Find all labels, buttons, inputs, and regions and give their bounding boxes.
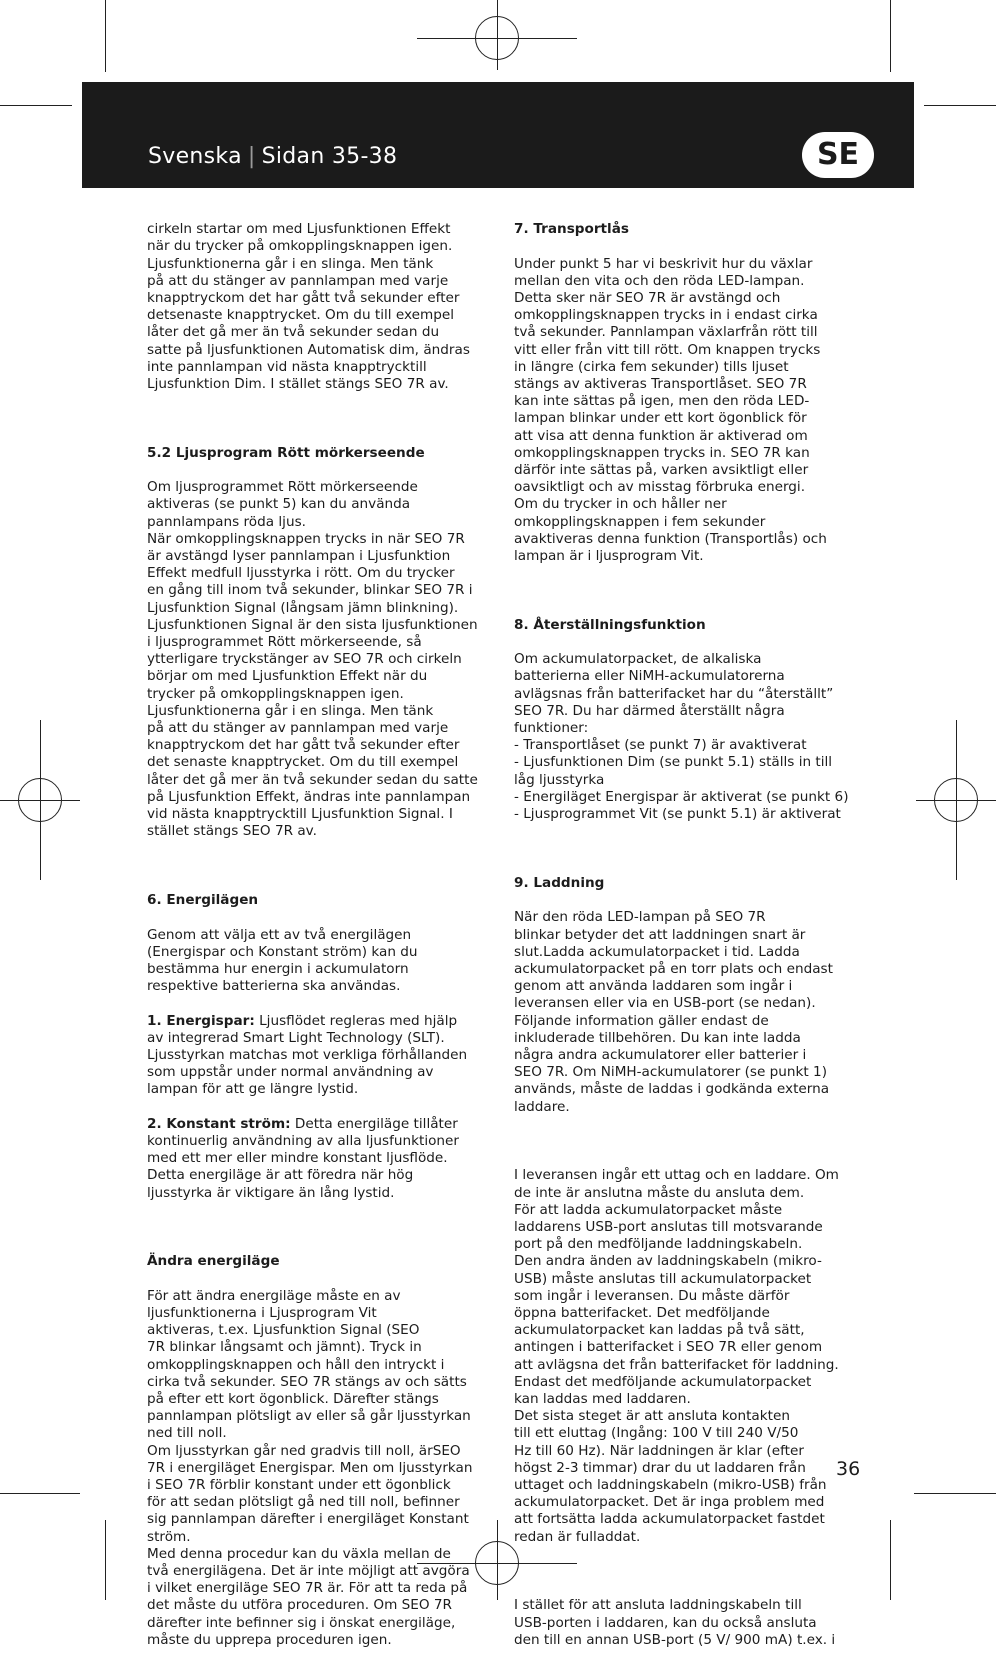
heading-9: 9. Laddning: [514, 874, 605, 891]
left-paragraph-1: cirkeln startar om med Ljusfunktionen Effekt när du trycker på omkopplingsknappen igen. Ljusfunktionerna går i en slinga. Men tänk på att du stänger av pannlampan med varje knapptryckom det har gått två sekunder efter detsenaste knapptrycket. Om du till exempel låter det gå mer än två sekunder sedan du satte på ljusfunktionen Automatisk dim, ändras inte pannlampan vid nästa knapptrycktill Ljusfunktion Dim. I stället stängs SEO 7R av.: [147, 221, 470, 393]
energy-mode-item-1: [147, 1013, 501, 1099]
right-paragraph-4: I leveransen ingår ett uttag och en laddare. Om de inte är anslutna måste du ansluta dem. För att ladda ackumulatorpacket måste laddarens USB-port anslutas till motsvarande port på den medföljande laddningskabeln. Den andra änden av laddningskabeln (mikro- USB) måste anslutas till ackumulatorpacket som ingår i leveransen. Du måste därför öppna batterifacket. Det medföljande ackumulatorpacket kan laddas på två sätt, antingen i batterifacket i SEO 7R eller genom att avlägsna det från batterifacket för laddning. Endast det medföljande ackumulatorpacket kan laddas med laddaren. Det sista steget är att ansluta kontakten till ett eluttag (Ingång: 100 V till 240 V/50 Hz till 60 Hz). När laddningen är klar (efter högst 2-3 timmar) drar du ut laddaren från uttaget och laddningskabeln (mikro-USB) från ackumulatorpacket. Det är inga problem med att fortsätta ladda ackumulatorpacket fastdet redan är fulladdat.: [514, 1167, 839, 1545]
energy-mode-2-text: Detta energiläge tillåter kontinuerlig användning av alla ljusfunktioner med ett mer eller mindre konstant ljusflöde. Detta energiläge är att föredra när hög ljusstyrka är viktigare än lång lystid.: [147, 1115, 459, 1201]
page-number: 36: [836, 1458, 861, 1480]
crop-mark-bottom-right-h: [914, 1493, 996, 1494]
left-paragraph-3: Genom att välja ett av två energilägen (Energispar och Konstant ström) kan du bestämma hur energin i ackumulatorn respektive batterierna ska användas.: [147, 926, 418, 995]
crop-mark-bottom-right: [890, 1520, 891, 1600]
left-paragraph-2: Om ljusprogrammet Rött mörkerseende aktiveras (se punkt 5) kan du använda pannlampans röda ljus. När omkopplingsknappen trycks in när SEO 7R är avstängd lyser pannlampan i Ljusfunktion Effekt medfull ljusstyrka i rött. Om du trycker en gång till inom två sekunder, blinkar SEO 7R i Ljusfunktion Signal (långsam jämn blinkning). Ljusfunktionen Signal är den sista ljusfunktionen i ljusprogrammet Rött mörkerseende, så ytterligare tryckstänger av SEO 7R och cirkeln börjar om med Ljusfunktion Effekt när du trycker på omkopplingsknappen igen. Ljusfunktionerna går i en slinga. Men tänk på att du stänger av pannlampan med varje knapptryckom det har gått två sekunder efter det senaste knapptrycket. Om du till exempel låter det gå mer än två sekunder sedan du satte på Ljusfunktion Effekt, ändras inte pannlampan vid nästa knapptrycktill Ljusfunktion Signal. I stället stängs SEO 7R av.: [147, 479, 478, 840]
heading-7: 7. Transportlås: [514, 221, 629, 238]
energy-mode-1-text: Ljusflödet regleras med hjälp av integrerad Smart Light Technology (SLT). Ljusstyrkan matchas mot verkliga förhållanden som uppstår under normal användning av lampan för att ge längre lystid.: [147, 1012, 468, 1098]
right-column: [514, 204, 868, 1666]
right-paragraph-3: När den röda LED-lampan på SEO 7R blinkar betyder det att laddningen snart är slut.Ladda ackumulatorpacket i tid. Ladda ackumulatorpacket på en torr plats och endast genom att använda laddaren som ingår i leveransen eller via en USB-port (se nedan). Följande information gäller endast de inkluderade tillbehören. Du kan inte ladda några andra ackumulatorer eller batterier i SEO 7R. Om NiMH-ackumulatorer (se punkt 1) används, måste de laddas i godkända externa laddare.: [514, 909, 833, 1115]
crop-mark-bottom-left-h: [0, 1493, 80, 1494]
heading-5-2: 5.2 Ljusprogram Rött mörkerseende: [147, 444, 425, 461]
header-separator: |: [247, 144, 256, 169]
header-language: Svenska: [148, 144, 242, 169]
energy-mode-item-2: [147, 1116, 501, 1202]
header-bar: [82, 82, 914, 188]
heading-8: 8. Återställningsfunktion: [514, 616, 706, 633]
header-title: [148, 144, 397, 169]
crop-mark-bottom-left: [105, 1520, 106, 1600]
left-column: [147, 204, 501, 1666]
energy-mode-1-label: 1. Energispar:: [147, 1012, 255, 1029]
heading-andra-energilage: Ändra energiläge: [147, 1253, 280, 1270]
header-pages: Sidan 35-38: [261, 144, 398, 169]
language-badge: SE: [802, 132, 874, 178]
crop-mark-top-left: [105, 0, 106, 72]
right-paragraph-2: Om ackumulatorpacket, de alkaliska batterierna eller NiMH-ackumulatorerna avlägsnas från batterifacket har du “återställt” SEO 7R. Du har därmed återställt några funktioner: - Transportlåset (se punkt 7) är avaktiverat - Ljusfunktionen Dim (se punkt 5.1) ställs in till låg ljusstyrka - Energiläget Energispar är aktiverat (se punkt 6) - Ljusprogrammet Vit (se punkt 5.1) är aktiverat: [514, 651, 849, 823]
right-paragraph-5: I stället för att ansluta laddningskabeln till USB-porten i laddaren, kan du också ansluta den till en annan USB-port (5 V/ 900 mA) t.ex. i: [514, 1597, 836, 1648]
energy-mode-2-label: 2. Konstant ström:: [147, 1115, 291, 1132]
crop-mark-top-right-h: [924, 105, 996, 106]
crop-mark-top-right: [890, 0, 891, 72]
left-paragraph-4: För att ändra energiläge måste en av ljusfunktionerna i Ljusprogram Vit aktiveras, t.ex. Ljusfunktion Signal (SEO 7R blinkar långsamt och jämnt). Tryck in omkopplingsknappen och håll den intryckt i cirka två sekunder. SEO 7R stängs av och sätts på efter ett kort ögonblick. Därefter stängs pannlampan plötsligt av eller så går ljusstyrkan ned till noll. Om ljusstyrkan går ned gradvis till noll, ärSEO 7R i energiläget Energispar. Men om ljusstyrkan i SEO 7R förblir konstant under ett ögonblick för att sedan plötsligt gå ned till noll, befinner sig pannlampan därefter i energiläget Konstant ström. Med denna procedur kan du växla mellan de två energilägena. Det är inte möjligt att avgöra i vilket energiläge SEO 7R är. För att ta reda på det måste du utföra proceduren. Om SEO 7R därefter inte befinner sig i önskat energiläge, måste du upprepa proceduren igen.: [147, 1287, 473, 1648]
heading-6: 6. Energilägen: [147, 892, 259, 909]
crop-mark-top-left-h: [0, 105, 72, 106]
right-paragraph-1: Under punkt 5 har vi beskrivit hur du växlar mellan den vita och den röda LED-lampan. Detta sker när SEO 7R är avstängd och omkopplingsknappen trycks in i endast cirka två sekunder. Pannlampan växlarfrån rött till vitt eller från vitt till rött. Om knappen trycks in längre (cirka fem sekunder) tills ljuset stängs av aktiveras Transportlåset. SEO 7R kan inte sättas på igen, men den röda LED- lampan blinkar under ett kort ögonblick för att visa att denna funktion är aktiverad om omkopplingsknappen trycks in. SEO 7R kan därför inte sättas på, varken avsiktligt eller oavsiktligt och av misstag förbruka energi. Om du trycker in och håller ner omkopplingsknappen i fem sekunder avaktiveras denna funktion (Transportlås) och lampan är i ljusprogram Vit.: [514, 255, 827, 565]
